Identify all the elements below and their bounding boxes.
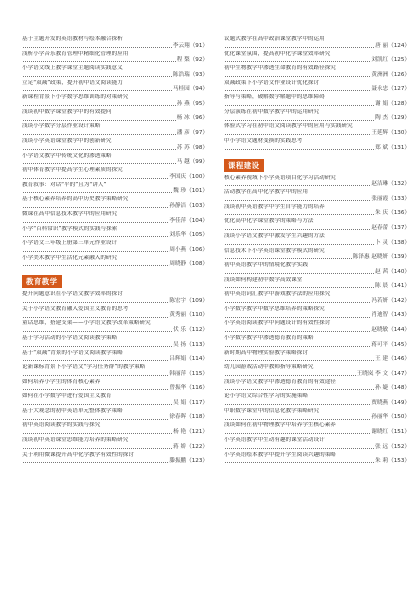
toc-entry-author-page: 李国庆（100） xyxy=(169,173,208,180)
toc-entry-meta-line xyxy=(224,356,410,363)
toc-entry[interactable] xyxy=(22,393,208,406)
toc-entry[interactable] xyxy=(22,153,208,166)
toc-entry-meta-line xyxy=(224,115,410,122)
dot-leader xyxy=(23,90,172,91)
toc-entry-author-page: 周晓静（108） xyxy=(169,261,208,268)
toc-entry-author-page: 杨 冰（96） xyxy=(176,115,208,122)
toc-entry[interactable] xyxy=(22,422,208,435)
toc-entry[interactable] xyxy=(22,226,208,239)
toc-entry[interactable] xyxy=(224,422,410,435)
toc-entry[interactable] xyxy=(22,109,208,122)
toc-entry[interactable] xyxy=(224,218,410,231)
dot-leader xyxy=(23,120,176,121)
toc-entry-author-page: 孙 燕（95） xyxy=(176,100,208,107)
toc-entry[interactable] xyxy=(22,36,208,49)
toc-entry-meta-line xyxy=(224,269,410,276)
toc-entry-meta-line xyxy=(22,429,208,436)
toc-entry[interactable] xyxy=(22,182,208,195)
dot-leader xyxy=(23,448,172,449)
toc-entry[interactable] xyxy=(224,233,410,246)
toc-entry-meta-line xyxy=(224,86,410,93)
toc-entry[interactable] xyxy=(224,277,410,290)
toc-entry-meta-line xyxy=(224,210,410,217)
toc-entry-meta-line xyxy=(22,130,208,137)
dot-leader xyxy=(225,331,370,332)
toc-entry[interactable] xyxy=(22,364,208,377)
toc-entry-title: 如何培养小学生的体育核心素养 xyxy=(22,378,101,385)
toc-entry-title: 浅谈小学语文教学中激发学生兴趣的方法 xyxy=(224,232,325,239)
toc-entry-meta-line xyxy=(22,327,208,334)
toc-entry-title: 优化课堂氛围，提高初中化学课堂效率研究 xyxy=(224,50,331,57)
toc-entry-meta-line xyxy=(224,458,410,465)
toc-entry-meta-line xyxy=(22,458,208,465)
dot-leader xyxy=(23,302,168,303)
dot-leader xyxy=(23,178,168,179)
toc-entry-author-page: 张 远（152） xyxy=(375,443,410,450)
toc-entry[interactable] xyxy=(224,123,410,136)
toc-entry[interactable] xyxy=(224,393,410,406)
toc-entry-meta-line xyxy=(224,145,410,152)
toc-entry-title: 小学英语教学中生动有趣的课堂活动设计 xyxy=(224,437,325,444)
toc-entry-title: 核心素养视域下小学英语项目化学习活动研究 xyxy=(224,174,336,181)
dot-leader xyxy=(225,419,370,420)
toc-entry-title: 提升问题意识在小学语文教学效率的探讨 xyxy=(22,291,123,298)
toc-entry-meta-line xyxy=(224,57,410,64)
toc-entry-author-page: 贾晓燕（149） xyxy=(371,399,410,406)
toc-entry-meta-line xyxy=(224,342,410,349)
dot-leader xyxy=(225,448,374,449)
toc-entry[interactable] xyxy=(224,437,410,450)
toc-entry-author-page: 陈 晨（141） xyxy=(375,283,410,290)
toc-entry-title: 浅谈小学语文教学中渗透德育教育的有效途径 xyxy=(224,378,336,385)
toc-entry-title: 关于小学语文教育融入爱国主义教育的思考 xyxy=(22,305,129,312)
dot-leader xyxy=(225,462,374,463)
toc-entry-title: 活动教学在高中化学教学中的应用 xyxy=(224,189,308,196)
toc-entry-title: 基于核心素养培养的高中历史教学策略研究 xyxy=(22,196,129,203)
toc-entry[interactable] xyxy=(224,175,410,188)
toc-entry[interactable] xyxy=(22,51,208,64)
toc-entry-author-page: 伏 乐（112） xyxy=(173,327,208,333)
toc-entry-meta-line xyxy=(22,57,208,64)
toc-entry-title: 议题式教学在高中政治课堂教学中的运用 xyxy=(224,36,325,42)
toc-entry-author-page: 朱 庆（136） xyxy=(375,210,410,217)
toc-entry-title: 基于学习活动的小学语文阅读教学策略 xyxy=(22,334,118,341)
toc-entry-meta-line xyxy=(224,72,410,79)
toc-entry-author-page: 魏 珍（101） xyxy=(173,188,208,195)
toc-entry-author-page: 赵 茜（140） xyxy=(375,268,410,275)
toc-entry[interactable] xyxy=(224,94,410,107)
toc-entry[interactable] xyxy=(224,408,410,421)
toc-entry-title: 初中英语阅读教学的实践与探究 xyxy=(22,422,101,429)
dot-leader xyxy=(225,346,370,347)
toc-entry-title: 童话思维，搭建支架——小学语文教学改革策略研究 xyxy=(22,320,151,327)
dot-leader xyxy=(23,61,176,62)
toc-entry-title: 如何在小学数学中进行爱国主义教育 xyxy=(22,393,112,400)
toc-entry[interactable] xyxy=(22,255,208,268)
toc-entry-author-page: 朱 莉（153） xyxy=(375,458,410,465)
toc-entry-title: 浅谈初中英语教学中学生自学能力的培养 xyxy=(224,203,325,210)
toc-entry[interactable] xyxy=(22,306,208,319)
toc-entry[interactable] xyxy=(22,437,208,450)
toc-entry-title: 微课在高中信息技术教学中的应用研究 xyxy=(22,210,118,217)
toc-entry-title: 小学语文教学中传统文化的渗透策略 xyxy=(22,152,112,159)
toc-entry-author-page: 聂永忠（127） xyxy=(371,86,410,93)
toc-entry-author-page: 蒋 娇（122） xyxy=(173,443,208,450)
toc-entry-meta-line xyxy=(224,371,410,378)
toc-entry-title: 小学语文三年级上册第三单元作业设计 xyxy=(22,240,118,247)
toc-entry-meta-line xyxy=(224,312,410,319)
toc-entry-meta-line xyxy=(224,298,410,305)
toc-entry-author-page: 李云翔（91） xyxy=(172,42,208,49)
toc-entry[interactable] xyxy=(22,408,208,421)
section-heading: 教育教学 xyxy=(22,275,62,288)
toc-entry-title: 初中英语教学中的情境化教学实践 xyxy=(224,262,308,269)
toc-entry-meta-line xyxy=(224,444,410,451)
toc-entry-title: 关于利用微课提升高中化学教学有效性的探讨 xyxy=(22,451,134,458)
toc-entry-author-page: 黄洲洲（126） xyxy=(371,71,410,78)
toc-entry-author-page: 谢 娟（128） xyxy=(375,100,410,107)
toc-entry[interactable] xyxy=(22,167,208,180)
toc-entry-meta-line xyxy=(22,444,208,451)
toc-entry-author-page: 曾振华（116） xyxy=(169,385,208,392)
dot-leader xyxy=(225,302,370,303)
dot-leader xyxy=(23,236,168,237)
toc-entry-author-page: 陶 杰（129） xyxy=(375,115,410,122)
toc-entry-author-page: 马 越（99） xyxy=(176,159,208,166)
toc-entry-title: 浅析小学音乐教育管理中精细化管理的应用 xyxy=(22,50,129,57)
toc-entry-author-page: 苏 苏（98） xyxy=(176,144,208,151)
dot-leader xyxy=(225,76,370,77)
dot-leader xyxy=(225,185,370,186)
toc-entry-title: 小学数学教学中数学思维培养的策略探究 xyxy=(224,305,325,312)
toc-entry-meta-line xyxy=(22,232,208,239)
dot-leader xyxy=(23,163,176,164)
toc-entry[interactable] xyxy=(22,138,208,151)
toc-entry-author-page: 韩丽萍（115） xyxy=(169,370,208,377)
toc-entry[interactable] xyxy=(22,335,208,348)
toc-entry-author-page: 王晓岚 李 文（147） xyxy=(356,370,410,377)
toc-entry-title: 浅谈如何构建初中数学高效课堂 xyxy=(224,276,303,283)
toc-entry-meta-line xyxy=(224,43,410,50)
toc-entry[interactable] xyxy=(224,189,410,202)
toc-entry-author-page: 马桂园（94） xyxy=(172,86,208,93)
toc-entry-meta-line xyxy=(224,225,410,232)
toc-entry-author-page: 滕振鹏（123） xyxy=(169,458,208,465)
toc-entry-title: 浅谈如何在初中物理教学中培养学生核心素养 xyxy=(224,422,336,429)
toc-entry-meta-line xyxy=(22,101,208,108)
dot-leader xyxy=(23,389,168,390)
toc-entry[interactable] xyxy=(224,204,410,217)
toc-entry[interactable] xyxy=(22,452,208,465)
dot-leader xyxy=(23,76,172,77)
toc-entry[interactable] xyxy=(22,320,208,333)
dot-leader xyxy=(225,244,374,245)
toc-entry-author-page: 吴 扬（113） xyxy=(173,341,208,348)
toc-entry-author-page: 徐春晖（118） xyxy=(169,414,208,421)
toc-entry-title: 基于主题开发的英语教材与绘本融合探析 xyxy=(22,36,123,42)
toc-entry-meta-line xyxy=(224,385,410,392)
toc-entry-meta-line xyxy=(22,356,208,363)
toc-entry[interactable] xyxy=(22,80,208,93)
toc-entry-title: 信息技术下小学英语课堂教学模式的研究 xyxy=(224,247,325,254)
toc-entry-meta-line xyxy=(22,159,208,166)
toc-entry-author-page: 王 建（146） xyxy=(375,356,410,363)
toc-entry-title: 论小学语文综合性学习的实施策略 xyxy=(224,393,308,400)
toc-entry-author-page: 吴 娟（117） xyxy=(173,399,208,406)
toc-entry-meta-line xyxy=(224,196,410,203)
dot-leader xyxy=(225,214,374,215)
toc-entry-meta-line xyxy=(224,429,410,436)
toc-entry-title: 幼儿园游戏活动中教师指导策略研究 xyxy=(224,364,314,371)
toc-entry-meta-line xyxy=(22,43,208,50)
toc-entry-author-page: 孙丽华（150） xyxy=(371,414,410,421)
toc-entry-title: 浅谈小学数学分层作业设计策略 xyxy=(22,123,101,130)
dot-leader xyxy=(23,419,168,420)
toc-entry-meta-line xyxy=(22,218,208,225)
dot-leader xyxy=(23,149,176,150)
toc-entry-title: 基于“双减”背景的小学语文阅读教学策略 xyxy=(22,349,123,356)
toc-entry-author-page: 蒋可平（145） xyxy=(371,341,410,348)
toc-entry[interactable] xyxy=(22,196,208,209)
toc-entry-author-page: 杨 艳（121） xyxy=(173,429,208,436)
dot-leader xyxy=(23,404,172,405)
toc-entry[interactable] xyxy=(224,262,410,275)
dot-leader xyxy=(23,265,168,266)
toc-entry-author-page: 吕辉娟（114） xyxy=(169,356,208,363)
toc-entry-title: 分层演练在初中数学教学中的运用研究 xyxy=(224,108,320,115)
toc-entry-author-page: 谢晓红（151） xyxy=(371,429,410,436)
toc-entry-meta-line xyxy=(22,385,208,392)
dot-leader xyxy=(225,404,370,405)
toc-entry[interactable] xyxy=(224,452,410,465)
toc-entry-author-page: 陈浩瑞（93） xyxy=(172,71,208,78)
dot-leader xyxy=(225,389,374,390)
toc-entry-author-page: 赵晓敏（144） xyxy=(371,327,410,333)
toc-entry[interactable] xyxy=(22,350,208,363)
toc-entry[interactable] xyxy=(224,306,410,319)
toc-entry[interactable] xyxy=(22,211,208,224)
toc-entry[interactable] xyxy=(224,291,410,304)
toc-entry-title: 小学数学教学中渗透德育教育的策略 xyxy=(224,334,314,341)
toc-entry-title: 指导与策略，破解数学解题中的思维障碍 xyxy=(224,94,325,101)
toc-entry-title: 小学英语绘本教学中提升学生阅读兴趣的策略 xyxy=(224,451,336,458)
toc-entry-meta-line xyxy=(224,327,410,334)
dot-leader xyxy=(225,90,370,91)
dot-leader xyxy=(23,360,168,361)
toc-entry-meta-line xyxy=(22,115,208,122)
toc-right-column xyxy=(224,36,410,466)
toc-entry-title: 双减政策下小学语文作业设计优化探讨 xyxy=(224,79,320,86)
toc-entry-author-page: 潘 彦（97） xyxy=(176,130,208,137)
toc-entry-meta-line xyxy=(22,312,208,319)
toc-entry-meta-line xyxy=(22,145,208,152)
toc-entry-author-page: 孙静洁（103） xyxy=(169,202,208,209)
toc-entry-author-page: 赵洁琳（132） xyxy=(371,181,410,188)
toc-entry-title: 小学“百科常识”教学模式的实践与探索 xyxy=(22,225,118,232)
toc-entry-meta-line xyxy=(22,298,208,305)
toc-entry[interactable] xyxy=(224,109,410,122)
toc-entry-author-page: 周小燕（106） xyxy=(169,246,208,253)
dot-leader xyxy=(23,192,172,193)
toc-entry-author-page: 程 梨（92） xyxy=(176,57,208,64)
dot-leader xyxy=(225,273,374,274)
toc-entry-author-page: 陈宏宇（109） xyxy=(169,297,208,304)
dot-leader xyxy=(225,375,356,376)
toc-entry-author-page: 李佳萍（104） xyxy=(169,217,208,224)
toc-entry-title: 浅谈初中数学课堂教学中的有效提问 xyxy=(22,108,112,115)
toc-entry-meta-line xyxy=(22,174,208,181)
toc-entry-meta-line xyxy=(224,181,410,188)
dot-leader xyxy=(225,200,370,201)
toc-entry-title: 中职数学课堂中的信息化教学策略研究 xyxy=(224,407,320,414)
toc-entry-meta-line xyxy=(22,86,208,93)
dot-leader xyxy=(225,287,374,288)
toc-entry-meta-line xyxy=(22,342,208,349)
toc-entry-meta-line xyxy=(22,188,208,195)
dot-leader xyxy=(23,331,172,332)
toc-entry-title: 小学英语阅读教学中问题设计的有效性探讨 xyxy=(224,320,331,327)
toc-entry-title: 优化高中化学课堂教学的策略与方法 xyxy=(224,218,314,225)
dot-leader xyxy=(225,317,370,318)
toc-entry-title: 论新课标背景下小学语文“学习任务群”的教学策略 xyxy=(22,364,146,371)
toc-entry[interactable] xyxy=(22,65,208,78)
dot-leader xyxy=(225,433,370,434)
toc-entry[interactable] xyxy=(224,80,410,93)
toc-entry[interactable] xyxy=(224,36,410,49)
toc-entry-author-page: 冯若妍（142） xyxy=(371,297,410,304)
dot-leader xyxy=(23,346,172,347)
toc-entry-title: 小学语文线上教学课堂主题阅读实践意义 xyxy=(22,65,123,72)
toc-entry-author-page: 刘凯红（125） xyxy=(371,57,410,64)
toc-entry-title: 初中体育教学中提高学生心理素质的探究 xyxy=(22,167,123,174)
toc-entry-title: 新时期高中物理实验教学策略探讨 xyxy=(224,349,308,356)
toc-entry[interactable] xyxy=(224,364,410,377)
toc-entry-meta-line xyxy=(22,203,208,210)
toc-entry[interactable] xyxy=(22,240,208,253)
dot-leader xyxy=(23,462,168,463)
toc-entry-author-page: 郑 斌（131） xyxy=(375,144,410,151)
toc-entry-author-page: 孙 婕（148） xyxy=(375,385,410,392)
toc-entry-meta-line xyxy=(22,261,208,268)
toc-entry-title: 浅谈初中英语课堂思维能力培养的策略研究 xyxy=(22,437,129,444)
toc-entry[interactable] xyxy=(224,379,410,392)
toc-entry-meta-line xyxy=(224,414,410,421)
toc-entry-title: 体验式学习在初中语文阅读教学中的应用与实践研究 xyxy=(224,123,353,130)
toc-entry-meta-line xyxy=(22,414,208,421)
toc-entry-author-page: 肖迪智（143） xyxy=(371,312,410,319)
dot-leader xyxy=(23,134,176,135)
toc-entry-meta-line xyxy=(22,400,208,407)
toc-entry[interactable] xyxy=(224,65,410,78)
dot-leader xyxy=(225,360,374,361)
dot-leader xyxy=(225,258,352,259)
toc-entry-title: 初中生物教学中渗透生命教育的有效路径探究 xyxy=(224,65,336,72)
toc-entry-title: 新课程背景下小学数学思维训练的对策研究 xyxy=(22,94,129,101)
toc-entry-meta-line xyxy=(224,283,410,290)
toc-entry[interactable] xyxy=(224,320,410,333)
toc-entry[interactable] xyxy=(22,123,208,136)
toc-entry[interactable] xyxy=(224,350,410,363)
dot-leader xyxy=(23,251,168,252)
toc-entry-author-page: 王延辉（130） xyxy=(371,130,410,137)
toc-entry[interactable] xyxy=(22,379,208,392)
dot-leader xyxy=(23,105,176,106)
dot-leader xyxy=(225,47,374,48)
toc-entry[interactable] xyxy=(22,94,208,107)
toc-entry-author-page: 刘乐华（105） xyxy=(169,232,208,239)
toc-entry-title: 小学美术教学中生活化元素融入的研究 xyxy=(22,254,118,261)
dot-leader xyxy=(225,120,374,121)
toc-entry-author-page: 陈泽惠 赵晓妍（139） xyxy=(352,254,410,261)
toc-entry[interactable] xyxy=(224,248,410,261)
dot-leader xyxy=(23,47,172,48)
dot-leader xyxy=(225,149,374,150)
toc-entry-title: 初中英语词汇教学中游戏教学法的应用探究 xyxy=(224,291,331,298)
toc-entry-meta-line xyxy=(22,72,208,79)
toc-left-column xyxy=(22,36,208,466)
dot-leader xyxy=(225,134,370,135)
toc-entry-author-page: 张丽霞（133） xyxy=(371,195,410,202)
dot-leader xyxy=(225,61,370,62)
toc-entry[interactable] xyxy=(224,335,410,348)
toc-entry-title: 立足“双减”政策，提升初中语文阅读能力 xyxy=(22,79,123,86)
toc-entry-title: 基于大观念的初中英语单元整体教学策略 xyxy=(22,407,123,414)
toc-entry-title: 浅谈小学英语课堂教学中的创新研究 xyxy=(22,138,112,145)
section-heading: 课程建设 xyxy=(224,159,264,172)
dot-leader xyxy=(23,433,172,434)
dot-leader xyxy=(23,317,168,318)
toc-entry-meta-line xyxy=(224,101,410,108)
toc-entry[interactable] xyxy=(22,291,208,304)
toc-entry[interactable] xyxy=(224,51,410,64)
dot-leader xyxy=(23,375,168,376)
toc-entry[interactable] xyxy=(224,138,410,151)
toc-entry-meta-line xyxy=(22,371,208,378)
dot-leader xyxy=(225,105,374,106)
toc-entry-meta-line xyxy=(224,240,410,247)
toc-entry-meta-line xyxy=(224,400,410,407)
toc-entry-author-page: 唐 丽（124） xyxy=(375,42,410,49)
dot-leader xyxy=(23,207,168,208)
toc-entry-meta-line xyxy=(224,254,410,261)
toc-entry-author-page: 卜 灵（138） xyxy=(375,239,410,246)
toc-entry-meta-line xyxy=(22,247,208,254)
toc-entry-title: 教育叙事：对话“平的”且为“讲人” xyxy=(22,181,107,188)
toc-entry-meta-line xyxy=(224,130,410,137)
dot-leader xyxy=(225,229,370,230)
toc-entry-title: 中小学语文题材变换的实践思考 xyxy=(224,138,303,145)
toc-entry-author-page: 赵春蕾（137） xyxy=(371,224,410,231)
toc-entry-author-page: 黄秀丽（110） xyxy=(169,312,208,319)
dot-leader xyxy=(23,222,168,223)
